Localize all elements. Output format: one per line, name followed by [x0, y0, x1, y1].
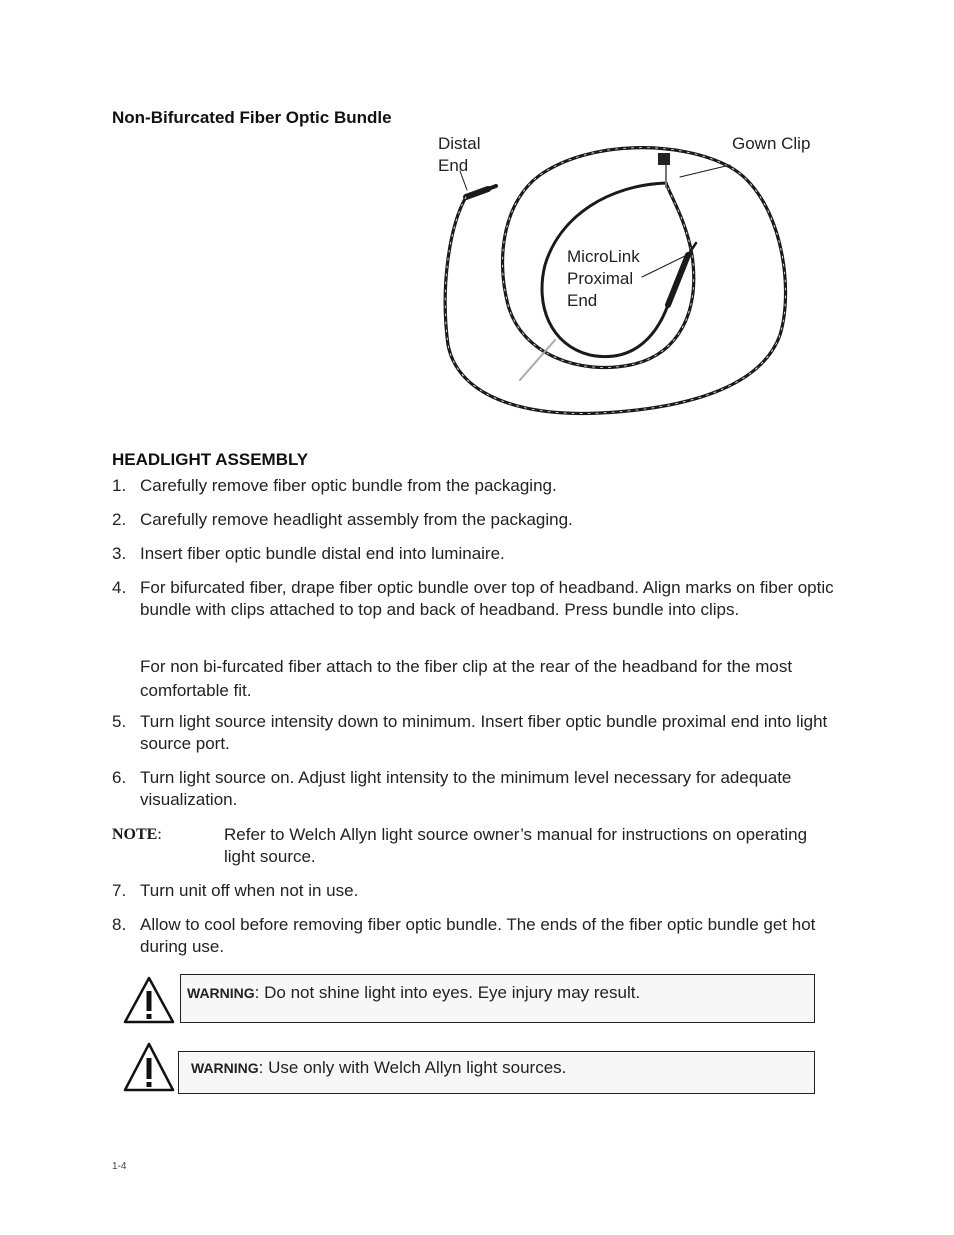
step-text: For non bi-furcated fiber attach to the fiber clip at the rear of the headband for the most comfortable fit.: [140, 657, 793, 700]
section-heading: HEADLIGHT ASSEMBLY: [112, 450, 309, 469]
warning-box: [180, 974, 815, 1023]
note-label-text: NOTE: [112, 826, 158, 843]
warning-box: [178, 1051, 815, 1094]
step-text: Carefully remove headlight assembly from the packaging.: [140, 510, 573, 529]
step-number: 2.: [112, 510, 127, 529]
warning-label: WARNING: [187, 985, 255, 1001]
figure-title: Non-Bifurcated Fiber Optic Bundle: [112, 108, 392, 127]
page-number: 1-4: [112, 1161, 127, 1172]
warning-triangle-icon: [122, 1041, 176, 1093]
step-text: Carefully remove fiber optic bundle from the packaging.: [140, 476, 557, 495]
note-colon: :: [157, 826, 162, 843]
step-text: Allow to cool before removing fiber optic bundle. The ends of the fiber optic bundle get hot during use.: [140, 915, 816, 956]
step-number: 5.: [112, 712, 127, 731]
step-text: For bifurcated fiber, drape fiber optic bundle over top of headband. Align marks on fiber optic bundle with clips attached to top and back of headband. Press bundle into clips.: [140, 578, 834, 619]
label-distal-line2: End: [438, 156, 469, 175]
label-microlink-line2: Proximal: [567, 269, 634, 288]
label-distal-end: [438, 133, 481, 177]
step-text: Turn light source intensity down to minimum. Insert fiber optic bundle proximal end into light source port.: [140, 712, 828, 753]
step-number: 6.: [112, 768, 127, 787]
warning-label: WARNING: [191, 1060, 259, 1076]
step-text: Insert fiber optic bundle distal end into luminaire.: [140, 544, 505, 563]
warning-text: : Do not shine light into eyes. Eye injury may result.: [254, 983, 641, 1002]
note-label: [112, 826, 162, 844]
label-gown-clip: Gown Clip: [732, 134, 811, 153]
step-number: 1.: [112, 476, 127, 495]
step-text: Turn light source on. Adjust light intensity to the minimum level necessary for adequate visualization.: [140, 768, 792, 809]
step-text: Turn unit off when not in use.: [140, 881, 359, 900]
label-microlink-line3: End: [567, 291, 598, 310]
warning-triangle-icon: [122, 975, 176, 1025]
step-number: 3.: [112, 544, 127, 563]
label-microlink-line1: MicroLink: [567, 247, 640, 266]
note-text: Refer to Welch Allyn light source owner’s manual for instructions on operating light source.: [224, 825, 808, 866]
step-number: 4.: [112, 578, 127, 597]
step-number: 8.: [112, 915, 127, 934]
label-distal-line1: Distal: [438, 134, 481, 153]
label-microlink-proximal-end: [567, 246, 640, 312]
step-number: 7.: [112, 881, 127, 900]
warning-text: : Use only with Welch Allyn light sources.: [258, 1058, 567, 1077]
